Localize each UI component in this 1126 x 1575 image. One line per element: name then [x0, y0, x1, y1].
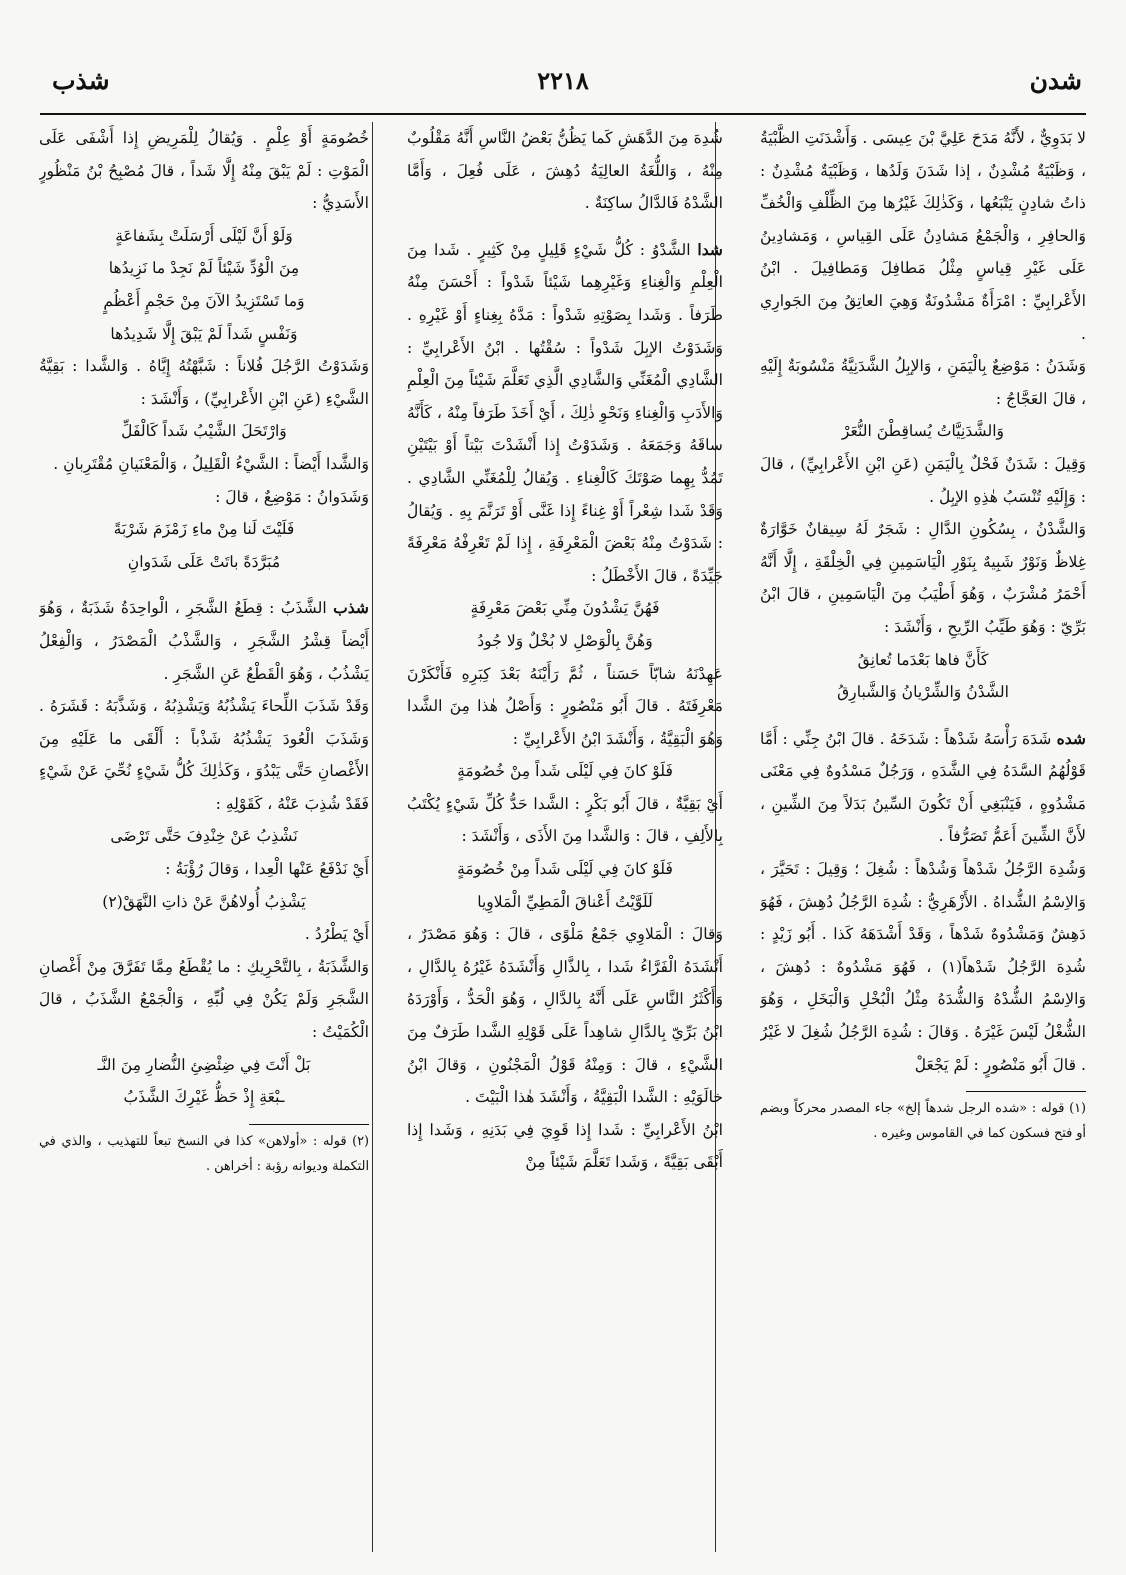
- entry-headword: شدا: [697, 239, 723, 259]
- paragraph: أَيْ بَقِيَّةٌ ، قالَ أَبُو بَكْرٍ : الشَّدا حَدُّ كُلِّ شَيْءٍ يُكْتَبُ بِالأَلِفِ ، قالَ : وَالشَّدا مِنَ الأَذَى ، وَأَنْشَدَ :: [407, 794, 723, 846]
- spacer: [407, 220, 723, 234]
- verse: مِنَ الْوُدِّ شَيْئاً لَمْ نَجِدْ ما نَزِيدُها: [108, 259, 300, 278]
- verse: مُبَرَّدَةً باتَتْ عَلَى شَدَوانِ: [127, 552, 281, 571]
- verse: وَالشَّدَنِيَّاتُ يُساقِطْنَ النُّعَرْ: [841, 422, 1005, 441]
- entry-text: الشَّذَبُ : قِطَعُ الشَّجَرِ ، الْواحِدَةُ شَذَبَةٌ ، وَهُوَ أَيْضاً قِشْرُ الشَّجَرِ ، وَالشَّذْبُ الْمَصْدَرُ ، وَالْفِعْلُ يَشْذُبُ ، وَهُوَ الْقَطْعُ عَنِ الشَّجَرِ .: [39, 599, 369, 683]
- verse: وَهُنَّ بِالْوَصْلِ لا بُخْلٌ وَلا جُودُ: [477, 631, 653, 650]
- paragraph: شُدِهَ مِنَ الدَّهَشِ كَما يَظُنُّ بَعْضُ النَّاسِ أَنَّهُ مَقْلُوبٌ مِنْهُ ، وَاللُّغَةُ العالِيَةُ دُهِشَ ، عَلَى فُعِلَ ، وَأَمَّا الشَّدْهُ فَالدَّالُ ساكِنَةٌ .: [407, 129, 723, 213]
- entry-headword: شذب: [333, 598, 369, 618]
- entry-paragraph: [407, 234, 723, 593]
- column-middle: [407, 122, 723, 1542]
- paragraph: وَشَدَوْتُ الرَّجُلَ فُلاناً : شَبَّهْتُهُ إِيَّاهُ . وَالشَّدا : بَقِيَّةُ الشَّيْءِ (عَنِ ابْنِ الأَعْرابِيِّ) ، وَأَنْشَدَ :: [39, 357, 369, 408]
- verse: فَلَيْتَ لَنا مِنْ ماءِ زَمْزَمَ شَرْبَةً: [113, 520, 295, 539]
- header-left-word: شذب: [52, 66, 110, 95]
- paragraph: وَشُدِهَ الرَّجُلُ شَدْهاً وَشُدْهاً : شُغِلَ ؛ وَقِيلَ : تَحَيَّرَ ، وَالاِسْمُ الشُّداهُ . الأَزْهَرِيُّ : شُدِهَ الرَّجُلُ دُهِشَ ، فَهُوَ دَهِشٌ وَمَشْدُوهٌ شَدْهاً ، وَقَدْ أَشْدَهَهُ كَذا . أَبُو زَيْدٍ : شُدِهَ الرَّجُلُ شَدْهاً(١) ، فَهُوَ مَشْدُوهٌ : دُهِشَ ، وَالاِسْمُ الشُّدْهُ وَالشُّدَهُ مِثْلُ الْبُخْلِ وَالْبَخَلِ ، وَهُوَ الشُّغْلُ لَيْسَ غَيْرَهُ . وَقالَ : شُدِهَ الرَّجُلُ شُغِلَ لا غَيْرُ . قالَ أَبُو مَنْصُورٍ : لَمْ يَجْعَلْ: [760, 860, 1086, 1074]
- paragraph: لا بَدَوِيٌّ ، لأَنَّهُ مَدَحَ عَلِيَّ بْنَ عِيسَى . وَأَشْدَنَتِ الظَّبْيَةُ ، وَظَبْيَةٌ مُشْدِنٌ ، إذا شَدَنَ وَلَدُها ، وَظَبْيَةٌ مُشْدِنٌ : ذاتُ شادِنٍ يَتْبَعُها ، وَكَذٰلِكَ غَيْرُها مِنَ الظِّلْفِ وَالْخُفِّ وَالحافِرِ ، وَالْجَمْعُ مَشادِنُ عَلَى القِياسِ ، وَمَشادِينُ عَلَى غَيْرِ قِياسٍ مِثْلُ مَطافِلَ وَمَطافِيلَ . ابْنُ الأَعْرابِيِّ : امْرَأَةٌ مَشْدُونَةٌ وَهِيَ العاتِقُ مِنَ الجَوارِي .: [760, 129, 1086, 343]
- paragraph: وَقِيلَ : شَدَنٌ فَحْلٌ بِالْيَمَنِ (عَنِ ابْنِ الأَعْرابِيِّ) ، قالَ : وَإِلَيْهِ تُنْسَبُ هٰذِهِ الإبِلُ .: [760, 454, 1086, 506]
- verse: فَلَوْ كانَ فِي لَيْلَى شَداً مِنْ خُصُومَةٍ: [457, 762, 673, 781]
- verse: لَلَوَّيْتُ أَعْناقَ الْمَطِيِّ الْمَلاوِيا: [477, 892, 653, 911]
- paragraph: وَشَدَوانُ : مَوْضِعٌ ، قالَ :: [215, 487, 369, 506]
- spacer: [760, 709, 1086, 723]
- header-rule: [40, 113, 1086, 115]
- paragraph: وَالشَّدْنُ ، بِسُكُونِ الدَّالِ : شَجَرٌ لَهُ سِيقانٌ خَوَّارَةٌ غِلاظٌ وَنَوْرٌ شَبِيهٌ بِنَوْرِ الْيَاسَمِينِ فِي الْخِلْقَةِ ، إِلَّا أَنَّهُ أَحْمَرُ مُشْرَبٌ ، وَهُوَ أَطْيَبُ مِنَ الْيَاسَمِينِ ، قالَ ابْنُ بَرِّيّ : وَهُوَ طَيِّبُ الرِّيحِ ، وَأَنْشَدَ :: [760, 520, 1086, 636]
- verse: الشَّدْنُ وَالشِّرْيانُ وَالشَّبارِقُ: [837, 683, 1009, 702]
- paragraph: وَالشَّذَبَةُ ، بِالتَّحْرِيكِ : ما يُقْطَعُ مِمَّا تَفَرَّقَ مِنْ أَغْصانِ الشَّجَرِ وَلَمْ يَكُنْ فِي لُبِّهِ ، وَالْجَمْعُ الشَّذَبُ ، قالَ الْكُمَيْتُ :: [39, 957, 369, 1042]
- paragraph: أَيْ نَدْفَعُ عَنْها الْعِدا ، وَقالَ رُؤْبَةُ :: [165, 860, 369, 879]
- column-right: [760, 122, 1086, 1542]
- footnote-rule: [249, 1124, 369, 1125]
- paragraph: عَهِدْنَهُ شابّاً حَسَناً ، ثُمَّ رَأَيْنَهُ بَعْدَ كِبَرِهِ فَأَنْكَرْنَ مَعْرِفَتَهُ . قالَ أَبُو مَنْصُورٍ : وَأَصْلُ هٰذا مِنَ الشَّدا وَهُوَ الْبَقِيَّةُ ، وَأَنْشَدَ ابْنُ الأَعْرابِيِّ :: [407, 664, 723, 748]
- verse: كَأَنَّ فاها بَعْدَما تُعانِقُ: [857, 650, 989, 669]
- paragraph: أَيْ يَطْرُدُ .: [304, 925, 369, 944]
- verse: وَما تَسْتَزِيدُ الآنَ مِنْ حَجْمٍ أَعْظُمٍ: [103, 291, 305, 310]
- verse: يَشْذِبُ أُولاهُنَّ عَنْ ذاتِ النَّهَقْ(٢): [102, 892, 306, 911]
- paragraph: وَشَدَنُ : مَوْضِعٌ بِالْيَمَنِ ، وَالإبِلُ الشَّدَنِيَّةُ مَنْسُوبَةٌ إِلَيْهِ ، قالَ العَجَّاجُ :: [760, 357, 1086, 408]
- entry-paragraph: [760, 723, 1086, 853]
- paragraph: وَقالَ : الْمَلاوِي جَمْعُ مَلْوًى ، قالَ : وَهُوَ مَصْدَرٌ ، أَنْشَدَهُ الْفَرَّاءُ شَدا ، بِالذَّالِ وَأَنْشَدَهُ غَيْرُهُ بِالدَّالِ ، وَأَكْثَرُ النَّاسِ عَلَى أَنَّهُ بِالدَّالِ ، وَهُوَ الْحَدُّ ، وَأَوْرَدَهُ ابْنُ بَرِّيّ بِالدَّالِ شاهِداً عَلَى قَوْلِهِ الشَّدا طَرَفٌ مِنَ الشَّيْءِ ، قالَ : وَمِنْهُ قَوْلُ الْمَجْنُونِ ، وَقالَ ابْنُ خالَوَيْهِ : الشَّدا الْبَقِيَّةُ ، وَأَنْشَدَ هٰذا الْبَيْتَ .: [407, 925, 723, 1107]
- entry-text: الشَّدْوُ : كُلُّ شَيْءٍ قَلِيلٍ مِنْ كَثِيرٍ . شَدا مِنَ الْعِلْمِ وَالْغِناءِ وَغَيْرِهِما شَيْئاً شَدْواً : أَحْسَنَ مِنْهُ طَرَفاً . وَشَدا بِصَوْتِهِ شَدْواً : مَدَّهُ بِغِناءٍ أَوْ غَيْرِهِ . وَشَدَوْتُ الإبِلَ شَدْواً : سُقْتُها . ابْنُ الأَعْرابِيِّ : الشَّادِي الْمُغَنِّي وَالشَّادِي الَّذِي تَعَلَّمَ شَيْئاً مِنَ الْعِلْمِ وَالأَدَبِ وَالْغِناءِ وَنَحْوِ ذٰلِكَ ، أَيْ أَخَذَ طَرَفاً مِنْهُ ، كَأَنَّهُ ساقَهُ وَجَمَعَهُ . وَشَدَوْتُ إِذا أَنْشَدْتَ بَيْتاً أَوْ بَيْتَيْنِ تَمُدُّ بِهِما صَوْتَكَ كَالْغِناءِ . وَيُقالُ لِلْمُغَنِّي الشَّادِي . وَقَدْ شَدا شِعْراً أَوْ غِناءً إِذا غَنَّى أَوْ تَرَنَّمَ بِهِ . وَيُقالُ : شَدَوْتُ مِنْهُ بَعْضَ الْمَعْرِفَةِ ، إِذا لَمْ تَعْرِفْهُ مَعْرِفَةً جَيِّدَةً ، قالَ الأَخْطَلُ :: [407, 240, 723, 585]
- verse: فَلَوْ كانَ فِي لَيْلَى شَداً مِنْ خُصُومَةٍ: [457, 860, 673, 879]
- paragraph: ابْنُ الأَعْرابِيِّ : شَدا إِذا قَوِيَ فِي بَدَنِهِ ، وَشَدا إِذا أَبْقَى بَقِيَّةً ، وَشَدا تَعَلَّمَ شَيْئاً مِنْ: [407, 1120, 723, 1172]
- paragraph: خُصُومَةٍ أَوْ عِلْمٍ . وَيُقالُ لِلْمَرِيضِ إِذا أَشْفَى عَلَى الْمَوْتِ : لَمْ يَبْقَ مِنْهُ إِلَّا شَداً ، قالَ مُصْبِحُ بْنُ مَنْظُورٍ الأَسَدِيُّ :: [39, 129, 369, 213]
- paragraph: وَالشَّدا أَيْضاً : الشَّيْءُ الْقَلِيلُ ، وَالْمَعْنَيانِ مُقْتَرِبانِ .: [53, 454, 369, 473]
- paragraph: وَقَدْ شَذَبَ اللِّحاءَ يَشْذُبُهُ وَيَشْذِبُهُ ، وَشَذَّبَهُ : قَشَرَهُ . وَشَذَبَ الْعُودَ يَشْذُبُهُ شَذْباً : أَلْقَى ما عَلَيْهِ مِنَ الأَغْصانِ حَتَّى يَبْدُوَ ، وَكَذٰلِكَ كُلُّ شَيْءٍ نُحِّيَ عَنْ شَيْءٍ فَقَدْ شُذِبَ عَنْهُ ، كَقَوْلِهِ :: [39, 697, 369, 813]
- column-left: [39, 122, 369, 1542]
- verse: فَهُنَّ يَشْدُونَ مِنِّي بَعْضَ مَعْرِفَةٍ: [470, 599, 660, 618]
- footnote: (١) قوله : «شده الرجل شدهاً إلخ» جاء المصدر محركاً وبضم أو فتح فسكون كما في القاموس وغيره .: [760, 1101, 1086, 1142]
- entry-headword: شده: [1056, 728, 1086, 748]
- verse: وَنَفْسٍ شَداً لَمْ يَبْقَ إِلَّا شَدِيدُها: [110, 324, 298, 343]
- verse: نَشْذِبُ عَنْ خِنْدِفَ حَتَّى تَرْضَى: [110, 827, 298, 846]
- verse: بَلْ أَنْتَ فِي ضِئْضِئِ النُّضارِ مِنَ النَّـ: [97, 1055, 311, 1074]
- header-right-word: شدن: [1029, 66, 1082, 95]
- page-number: ٢٢١٨: [537, 66, 589, 95]
- entry-paragraph: [39, 592, 369, 690]
- entry-text: شَدَهَ رَأْسَهُ شَدْهاً : شَدَخَهُ . قالَ ابْنُ جِنِّي : أَمَّا قَوْلُهُمُ السَّدَهُ فِي الشَّدَهِ ، وَرَجُلٌ مَسْدُوهٌ فِي مَعْنَى مَشْدُوهٍ ، فَيَنْبَغِي أَنْ تَكُونَ السِّينُ بَدَلاً مِنَ الشِّينِ ، لأَنَّ الشِّينَ أَعَمُّ تَصَرُّفاً .: [760, 729, 1086, 846]
- verse: وَلَوْ أَنَّ لَيْلَى أَرْسَلَتْ بِشَفاعَةٍ: [115, 226, 293, 245]
- column-separator: [372, 122, 373, 1552]
- footnote-rule: [966, 1091, 1086, 1092]
- footnote: (٢) قوله : «أولاهن» كذا في النسخ تبعاً للتهذيب ، والذي في التكملة وديوانه رؤبة : أخراهن .: [39, 1133, 369, 1174]
- spacer: [39, 578, 369, 592]
- verse: وَارْتَحَلَ الشَّيْبُ شَداً كَالْفَلِّ: [121, 422, 287, 441]
- verse: ـبْعَةِ إِذْ حَظُّ غَيْرِكَ الشَّذَبُ: [123, 1088, 285, 1107]
